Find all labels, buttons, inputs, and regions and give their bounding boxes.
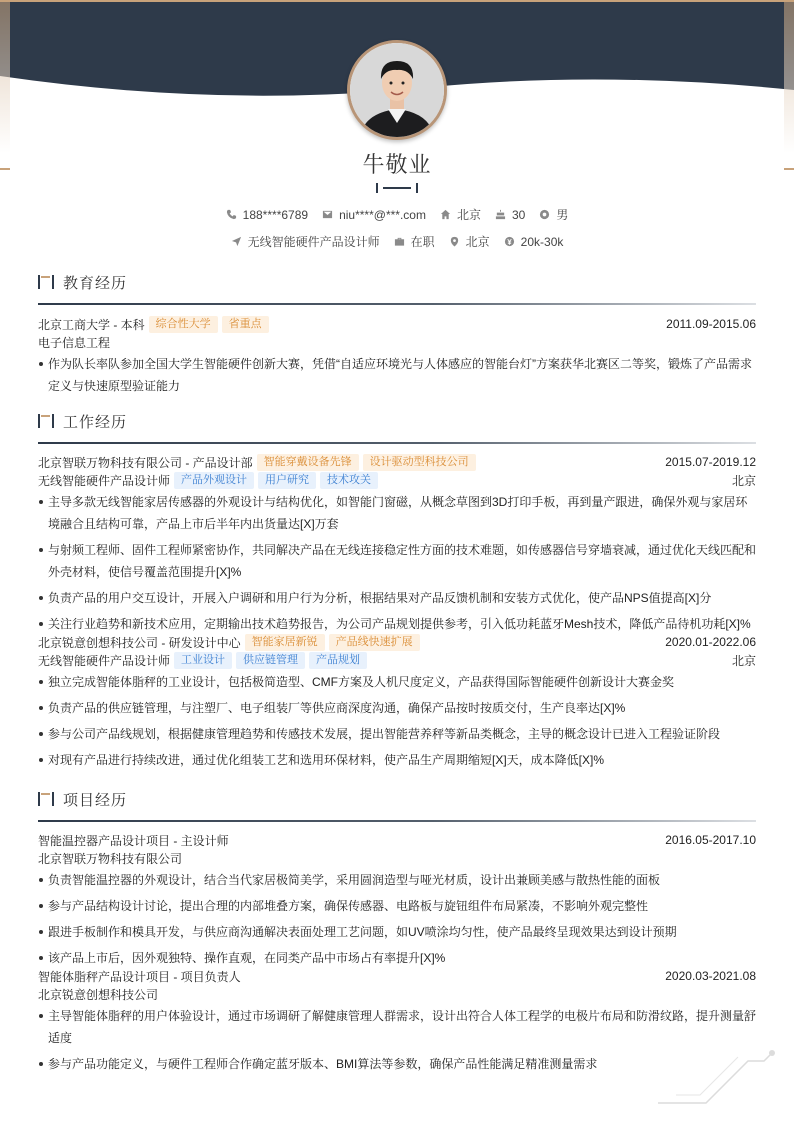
role-tag: 技术攻关 xyxy=(320,472,378,489)
mail-icon xyxy=(322,209,333,220)
contact-email: niu****@***.com xyxy=(322,206,426,223)
contact-row xyxy=(0,206,794,223)
project-entry xyxy=(38,967,756,1075)
list-item: 参与公司产品线规划，根据健康管理趋势和传感技术发展，提出智能营养秤等新品类概念，主导的概念设计已进入工程验证阶段 xyxy=(38,723,756,745)
cake-icon xyxy=(495,209,506,220)
role-tag: 产品外观设计 xyxy=(174,472,254,489)
role-tag: 工业设计 xyxy=(174,652,232,669)
home-icon xyxy=(440,209,451,220)
list-item: 关注行业趋势和新技术应用，定期输出技术趋势报告，为公司产品规划提供参考，引入低功耗蓝牙Mesh技术，降低产品待机功耗[X]% xyxy=(38,613,756,635)
avatar xyxy=(347,40,447,140)
list-item: 对现有产品进行持续改进，通过优化组装工艺和选用环保材料，使产品生产周期缩短[X]天，成本降低[X]% xyxy=(38,749,756,771)
project-date: 2016.05-2017.10 xyxy=(665,833,756,847)
work-city: 北京 xyxy=(731,653,756,668)
education-header xyxy=(38,270,756,294)
work-date: 2015.07-2019.12 xyxy=(665,455,756,469)
contact-age: 30 xyxy=(495,206,525,223)
project-name: 智能体脂秤产品设计项目 - 项目负责人 xyxy=(38,969,241,984)
name-divider xyxy=(376,183,418,193)
work-date: 2020.01-2022.06 xyxy=(665,635,756,649)
list-item: 主导智能体脂秤的用户体验设计，通过市场调研了解健康管理人群需求，设计出符合人体工程学的电极片布局和防滑纹路，提升测量舒适度 xyxy=(38,1005,756,1049)
send-icon xyxy=(231,236,242,247)
section-bracket-icon xyxy=(38,275,56,289)
job-city: 北京 xyxy=(449,233,490,250)
work-entry xyxy=(38,633,756,771)
candidate-name: 牛敬业 xyxy=(362,152,432,177)
company-name: 北京锐意创想科技公司 - 研发设计中心 xyxy=(38,635,241,650)
education-entry xyxy=(38,315,756,333)
gender-icon xyxy=(539,209,550,220)
section-title: 工作经历 xyxy=(63,413,128,431)
company-tag: 智能家居新锐 xyxy=(245,634,325,651)
list-item: 独立完成智能体脂秤的工业设计，包括极简造型、CMF方案及人机尺度定义，产品获得国际智能硬件创新设计大赛金奖 xyxy=(38,671,756,693)
contact-home: 北京 xyxy=(440,206,481,223)
section-bracket-icon xyxy=(38,792,56,806)
project-name: 智能温控器产品设计项目 - 主设计师 xyxy=(38,833,229,848)
section-title: 教育经历 xyxy=(63,274,128,292)
company-tag: 智能穿戴设备先锋 xyxy=(257,454,359,471)
role-tag: 产品规划 xyxy=(309,652,367,669)
list-item: 作为队长率队参加全国大学生智能硬件创新大赛，凭借“自适应环境光与人体感应的智能台灯”方案获华北赛区二等奖，锻炼了产品需求定义与快速原型验证能力 xyxy=(38,353,756,397)
phone-icon xyxy=(226,209,237,220)
section-bracket-icon xyxy=(38,414,56,428)
education-section xyxy=(38,270,756,401)
education-date: 2011.09-2015.06 xyxy=(666,317,756,331)
project-entry xyxy=(38,831,756,969)
job-position: 无线智能硬件产品设计师 xyxy=(231,233,380,250)
job-intent-row xyxy=(0,233,794,250)
job-status: 在职 xyxy=(394,233,435,250)
briefcase-icon xyxy=(394,236,405,247)
work-section xyxy=(38,409,756,775)
school-tag: 综合性大学 xyxy=(149,316,218,333)
list-item: 负责产品的用户交互设计，开展入户调研和用户行为分析，根据结果对产品反馈机制和安装方式优化，使产品NPS值提高[X]分 xyxy=(38,587,756,609)
contact-phone: 188****6789 xyxy=(226,206,308,223)
work-bullets xyxy=(38,491,756,635)
work-city: 北京 xyxy=(731,473,756,488)
job-salary: 20k-30k xyxy=(504,233,564,250)
school-tag: 省重点 xyxy=(222,316,269,333)
major: 电子信息工程 xyxy=(38,335,111,350)
work-header xyxy=(38,409,756,433)
location-icon xyxy=(449,236,460,247)
list-item: 跟进手板制作和模具开发，与供应商沟通解决表面处理工艺问题，如UV喷涂均匀性，使产品最终呈现效果达到设计预期 xyxy=(38,921,756,943)
role-name: 无线智能硬件产品设计师 xyxy=(38,473,171,488)
company-tag: 设计驱动型科技公司 xyxy=(363,454,476,471)
avatar-photo-icon xyxy=(350,43,444,137)
role-tag: 用户研究 xyxy=(258,472,316,489)
project-bullets xyxy=(38,1005,756,1075)
project-date: 2020.03-2021.08 xyxy=(665,969,756,983)
left-accent xyxy=(0,0,10,170)
corner-decoration xyxy=(656,1045,776,1105)
projects-section xyxy=(38,787,756,1079)
list-item: 参与产品功能定义，与硬件工程师合作确定蓝牙版本、BMI算法等参数，确保产品性能满足精准测量需求 xyxy=(38,1053,756,1075)
list-item: 该产品上市后，因外观独特、操作直观，在同类产品中市场占有率提升[X]% xyxy=(38,947,756,969)
contact-gender: 男 xyxy=(539,206,568,223)
role-name: 无线智能硬件产品设计师 xyxy=(38,653,171,668)
work-bullets xyxy=(38,671,756,771)
education-bullets xyxy=(38,353,756,397)
list-item: 主导多款无线智能家居传感器的外观设计与结构优化，如智能门窗磁，从概念草图到3D打印手板，再到量产跟进，确保外观与家居环境融合且结构可靠，产品上市后半年内出货量达[X]万套 xyxy=(38,491,756,535)
section-title: 项目经历 xyxy=(63,791,128,809)
money-icon xyxy=(504,236,515,247)
list-item: 负责智能温控器的外观设计，结合当代家居极简美学，采用圆润造型与哑光材质，设计出兼顾美感与散热性能的面板 xyxy=(38,869,756,891)
role-tag: 供应链管理 xyxy=(236,652,305,669)
project-company: 北京锐意创想科技公司 xyxy=(38,987,159,1002)
projects-header xyxy=(38,787,756,811)
school-name: 北京工商大学 - 本科 xyxy=(38,317,145,332)
project-bullets xyxy=(38,869,756,969)
company-tag: 产品线快速扩展 xyxy=(329,634,420,651)
project-company: 北京智联万物科技有限公司 xyxy=(38,851,183,866)
company-name: 北京智联万物科技有限公司 - 产品设计部 xyxy=(38,455,253,470)
right-accent xyxy=(784,0,794,170)
work-entry xyxy=(38,453,756,635)
list-item: 参与产品结构设计讨论，提出合理的内部堆叠方案，确保传感器、电路板与旋钮组件布局紧凑，不影响外观完整性 xyxy=(38,895,756,917)
list-item: 与射频工程师、固件工程师紧密协作，共同解决产品在无线连接稳定性方面的技术难题，如传感器信号穿墙衰减，通过优化天线匹配和外壳材料，使信号覆盖范围提升[X]% xyxy=(38,539,756,583)
list-item: 负责产品的供应链管理，与注塑厂、电子组装厂等供应商深度沟通，确保产品按时按质交付，生产良率达[X]% xyxy=(38,697,756,719)
